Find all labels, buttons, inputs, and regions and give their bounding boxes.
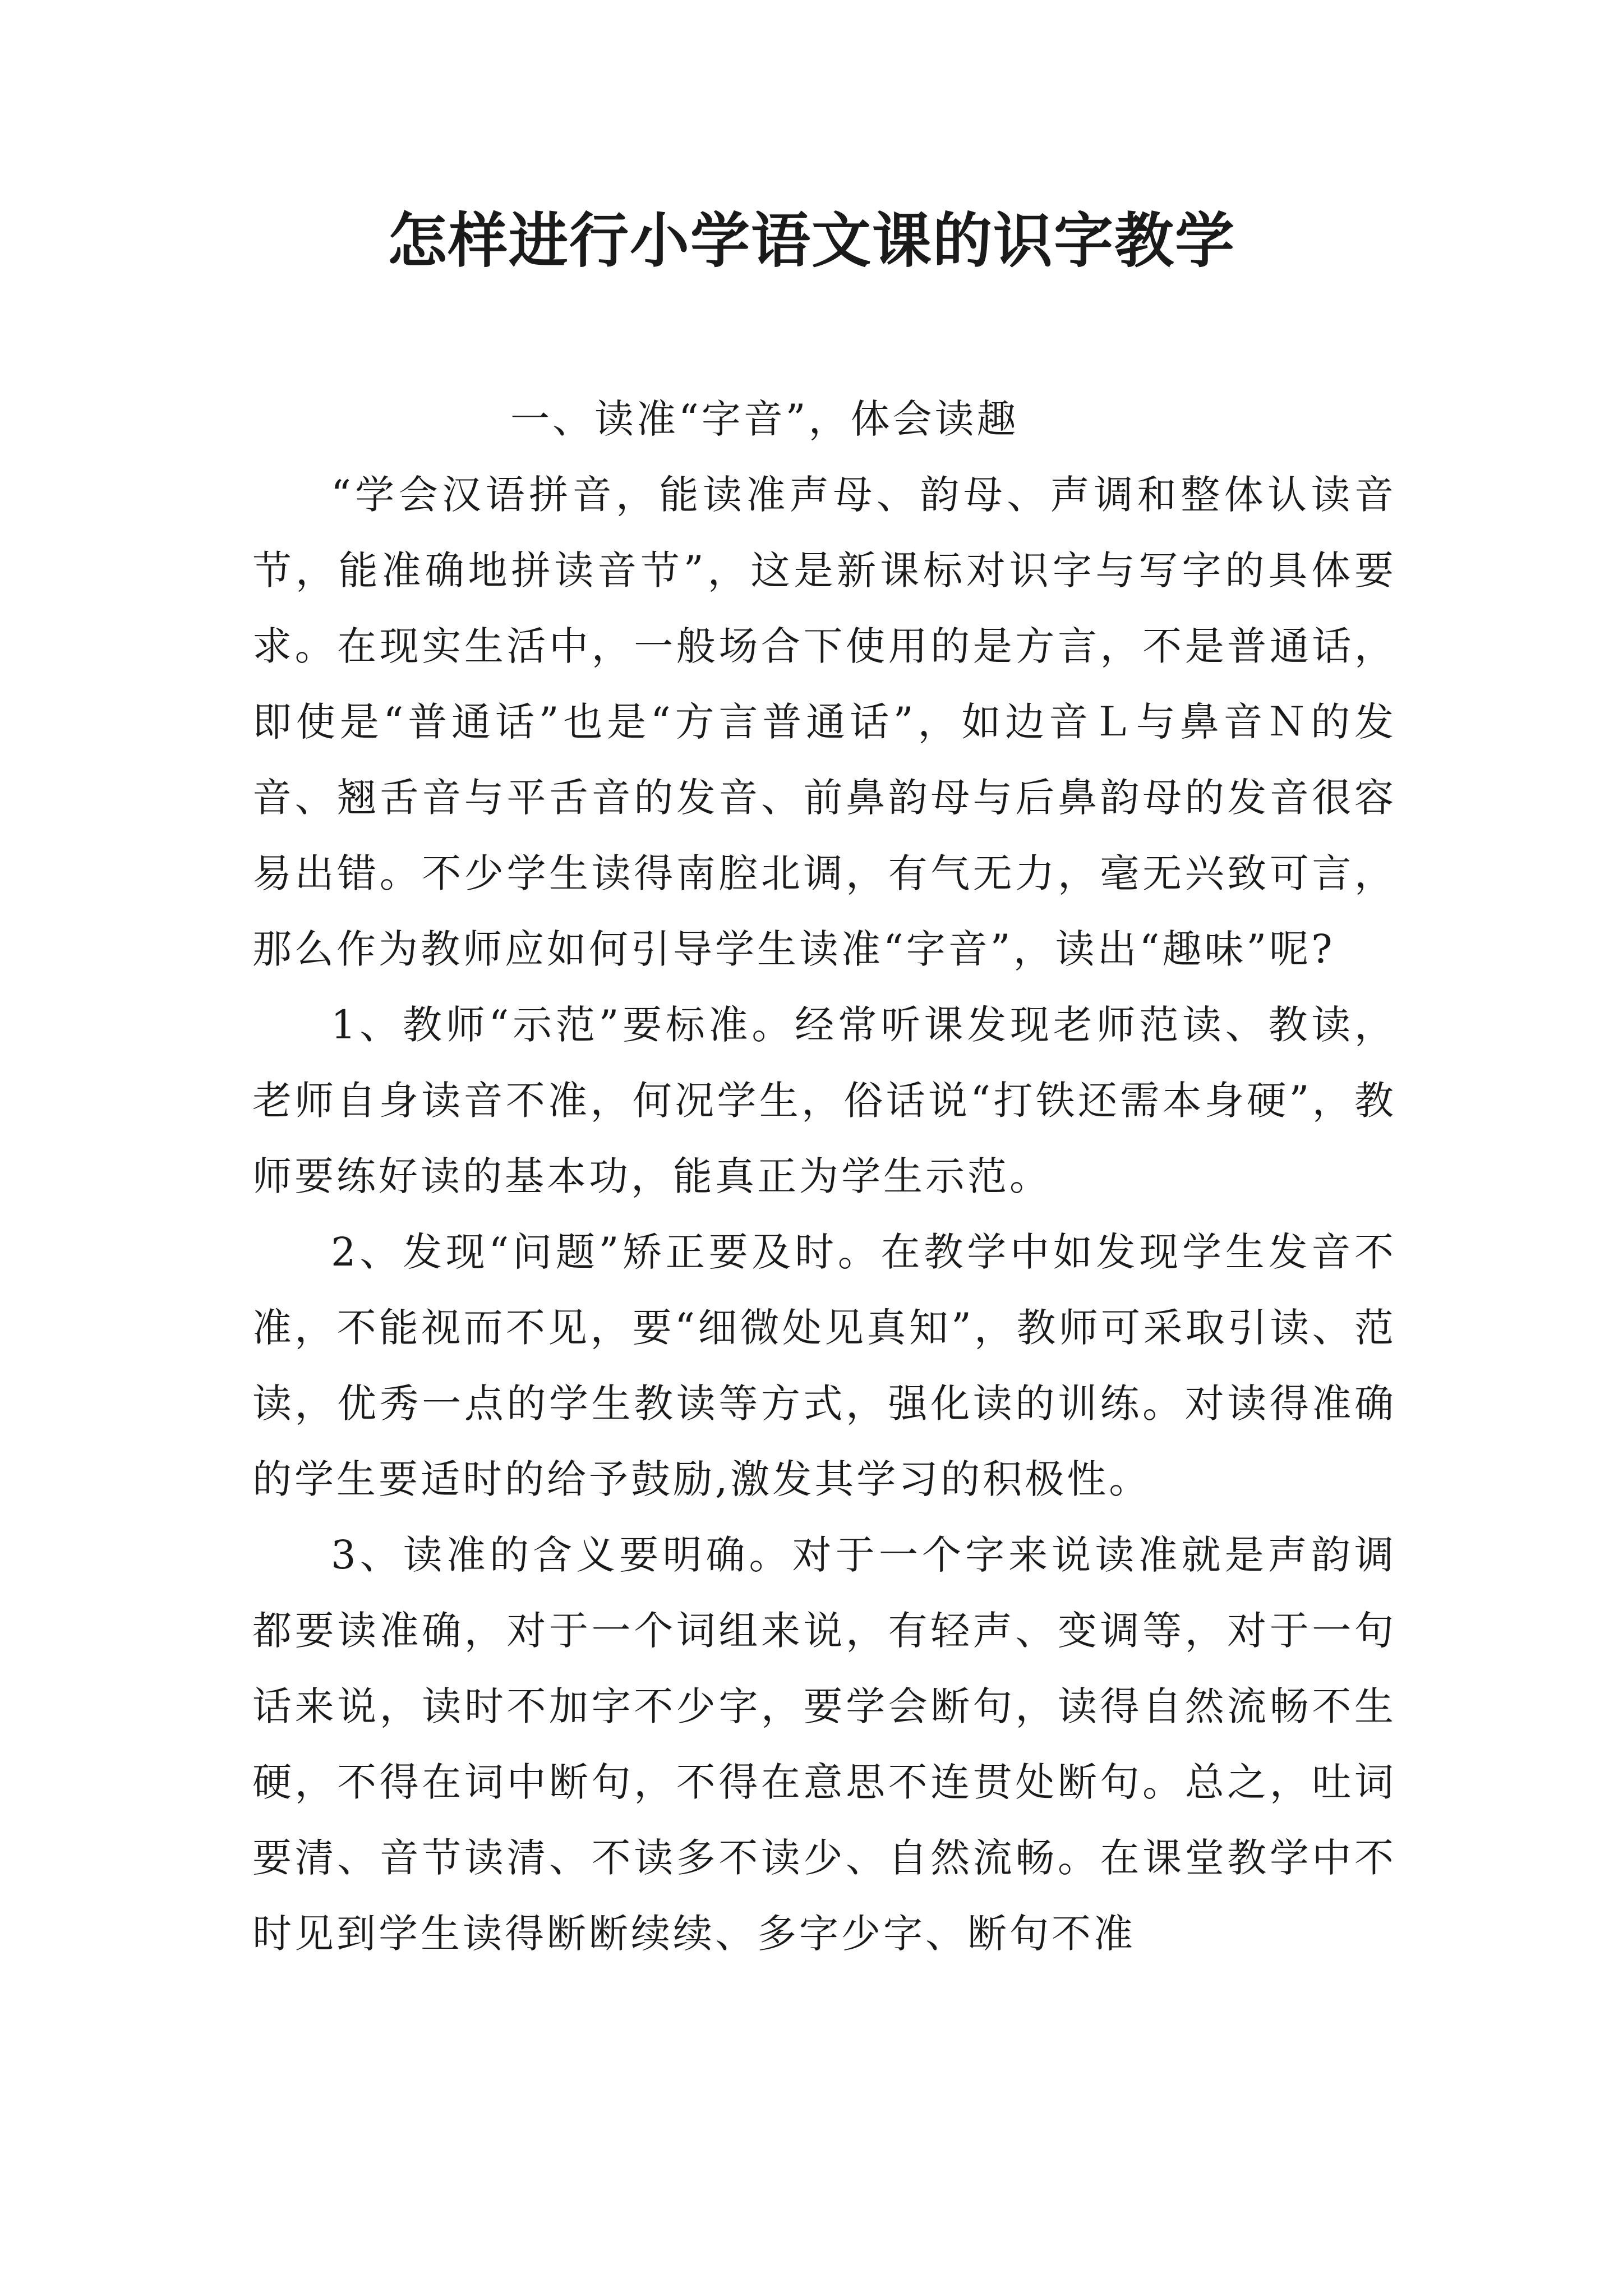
paragraph-point-1: 1、教师“示范”要标准。经常听课发现老师范读、教读，老师自身读音不准，何况学生，俗话说“打铁还需本身硬”，教师要练好读的基本功，能真正为学生示范。: [252, 1002, 1396, 1199]
paragraph-point-2: 2、发现“问题”矫正要及时。在教学中如发现学生发音不准，不能视而不见，要“细微处见真知”，教师可采取引读、范读，优秀一点的学生教读等方式，强化读的训练。对读得准确的学生要适时的给予鼓励,激发其学习的积极性。: [252, 1229, 1396, 1502]
paragraph-point-3: 3、读准的含义要明确。对于一个字来说读准就是声韵调都要读准确，对于一个词组来说，有轻声、变调等，对于一句话来说，读时不加字不少字，要学会断句，读得自然流畅不生硬，不得在词中断句，不得在意思不连贯处断句。总之，吐词要清、音节读清、不读多不读少、自然流畅。在课堂教学中不时见到学生读得断断续续、多字少字、断句不准: [252, 1532, 1396, 1957]
document-title: 怎样进行小学语文课的识字教学: [388, 206, 1235, 275]
paragraph-intro: “学会汉语拼音，能读准声母、韵母、声调和整体认读音节，能准确地拼读音节”，这是新课标对识字与写字的具体要求。在现实生活中，一般场合下使用的是方言，不是普通话，即使是“普通话”也是“方言普通话”，如边音Ｌ与鼻音Ｎ的发音、翘舌音与平舌音的发音、前鼻韵母与后鼻韵母的发音很容易出错。不少学生读得南腔北调，有气无力，毫无兴致可言，那么作为教师应如何引导学生读准“字音”，读出“趣味”呢?: [252, 472, 1396, 972]
document-body: [252, 381, 1396, 1972]
section-heading: 一、读准“字音”，体会读趣: [510, 396, 1019, 442]
